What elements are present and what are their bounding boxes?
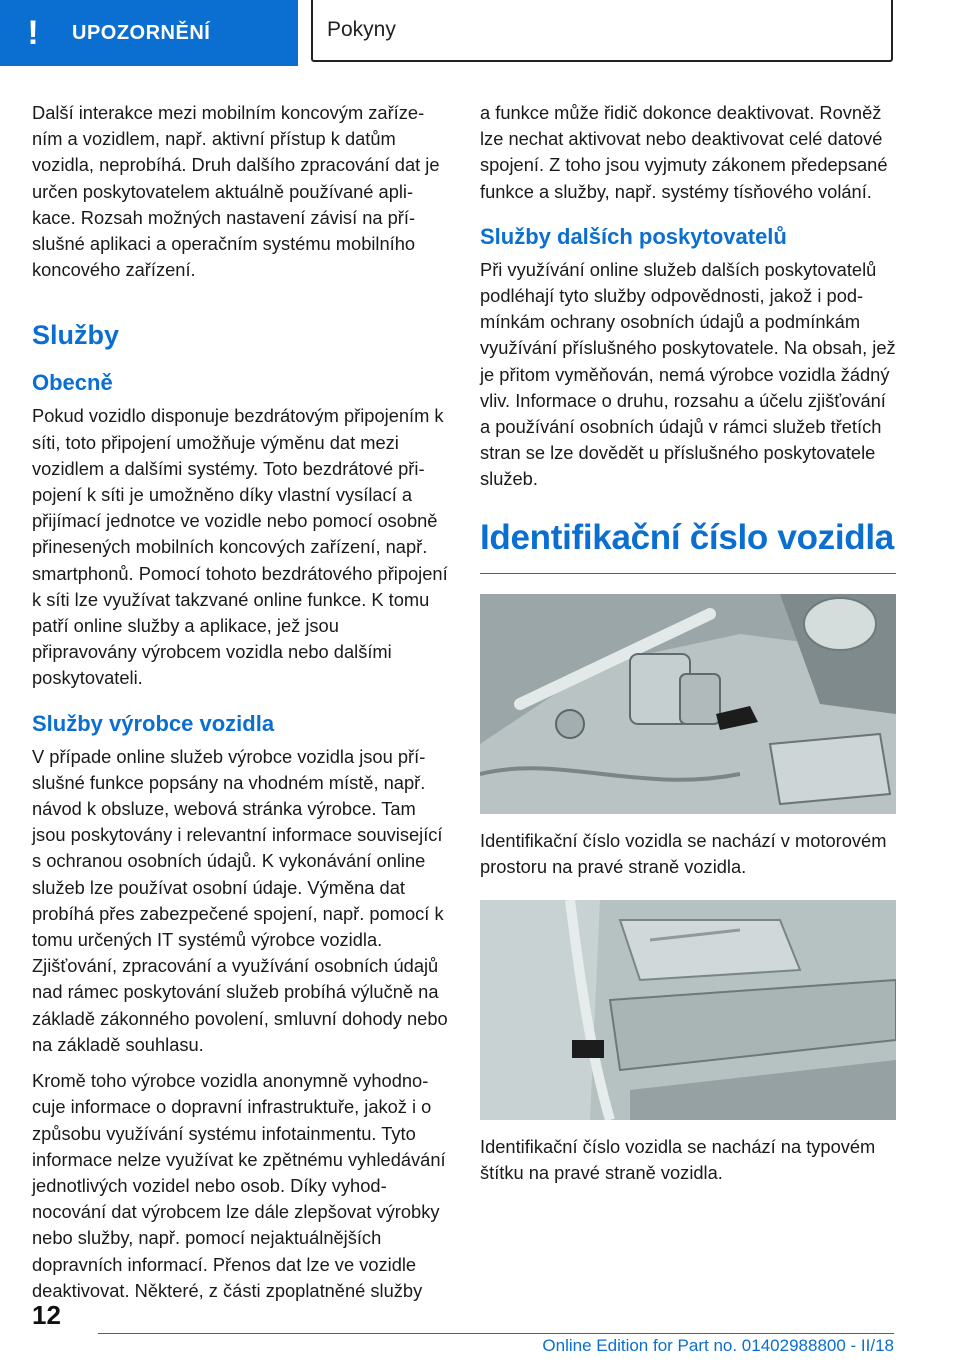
heading-vin: Identifikační číslo vozidla [480, 515, 896, 574]
paragraph-continue: a funkce může řidič dokonce deaktivovat. Rovněž lze nechat aktivovat nebo deaktivovat celé datové spojení. Z toho jsou vyjmuty zákonem předepsané funkce a služby, např. systémy tísňového volání. [480, 102, 888, 202]
exclamation-icon: ! [27, 14, 39, 52]
heading-third-party-services: Služby dalších poskytovatelů [480, 223, 787, 249]
door-sill-image [480, 900, 896, 1120]
engine-bay-image [480, 594, 896, 814]
section-label: Pokyny [327, 18, 396, 41]
left-column [32, 100, 448, 1314]
paragraph-general: Pokud vozidlo disponuje bezdrátovým připojením k síti, toto připojení umožňuje výměnu dat mezi vozidlem a dalšími systémy. Toto bezdrátové připojení k síti je umožněno díky vlastní vysílací a přijímací jednotce ve vozidle nebo pomocí osobně přinesených mobilních koncových zařízení, např. smartphonů. Pomocí tohoto bezdrátového připojení k síti lze využívat takzvané online funkce. K tomu patří online služby a aplikace, jež jsou připravovány výrobcem vozidla nebo dalšími poskytovateli. [32, 405, 448, 689]
paragraph-manufacturer: V případe online služeb výrobce vozidla jsou příslušné funkce popsány na vhodném místě, např. návod k obsluze, webová stránka výrobce. Tam jsou poskytovány i relevantní informace související s ochranou osobních údajů. K vykonávání online služeb lze používat osobní údaje. Výměna dat probíhá přes zabezpečené spojení, např. pomocí k tomu určených IT systémů výrobce vozidla. Zjišťování, zpracování a využívání osobních údajů nad rámec poskytování služeb probíhá výlučně na základě zákonného povolení, smluvní dohody nebo na základě souhlasu. [32, 745, 448, 1055]
paragraph-anonymous: Kromě toho výrobce vozidla anonymně vyhodnocuje informace o dopravní infrastruktuře, jakož i o způsobu využívání systému infotainmentu. Tyto informace nelze využívat ke zpětnému vyhledávání jednotlivých vozidel nebo osob. Díky vyhodnocování dat výrobcem lze dále zlepšovat výrobky nebo služby, např. pomocí nejaktuálnějších dopravních informací. Přenos dat lze ve vozidle deaktivovat. Některé, z části zpoplatněné služby [32, 1070, 446, 1301]
caption-engine-bay: Identifikační číslo vozidla se nachází v motorovém prostoru na pravé straně vozidla. [480, 829, 887, 877]
heading-services: Služby [32, 320, 120, 351]
heading-general: Obecně [32, 370, 113, 396]
footer-edition: Online Edition for Part no. 01402988800 - II/18 [542, 1336, 894, 1355]
heading-manufacturer-services: Služby výrobce vozidla [32, 710, 275, 736]
page-number: 12 [32, 1300, 61, 1330]
footer-divider [98, 1333, 894, 1334]
right-column [480, 100, 896, 1200]
paragraph-third-party: Při využívání online služeb dalších poskytovatelů podléhají tyto služby odpovědnosti, jakož i podmínkám ochrany osobních údajů a podmínkám využívání příslušného poskytovatele. Na obsah, jež je přitom vyměňován, nemá výrobce vozidla žádný vliv. Informace o druhu, rozsahu a účelu zjišťování a používání osobních údajů v rámci služeb třetích stran se lze dovědět u příslušného poskytovatele služeb. [480, 258, 896, 490]
paragraph-intro: Další interakce mezi mobilním koncovým zařízením a vozidlem, např. aktivní přístup k datům vozidla, neprobíhá. Druh dalšího zpracování dat je určen poskytovatelem aktuálně používané aplikace. Rozsah možných nastavení závisí na příslušné aplikaci a operačním systému mobilního koncového zařízení. [32, 102, 440, 281]
warning-label: UPOZORNĚNÍ [72, 21, 211, 44]
warning-tab [0, 0, 298, 66]
page-header [0, 0, 960, 66]
section-tab [311, 0, 893, 62]
caption-type-plate: Identifikační číslo vozidla se nachází na typovém štítku na pravé straně vozidla. [480, 1136, 876, 1184]
